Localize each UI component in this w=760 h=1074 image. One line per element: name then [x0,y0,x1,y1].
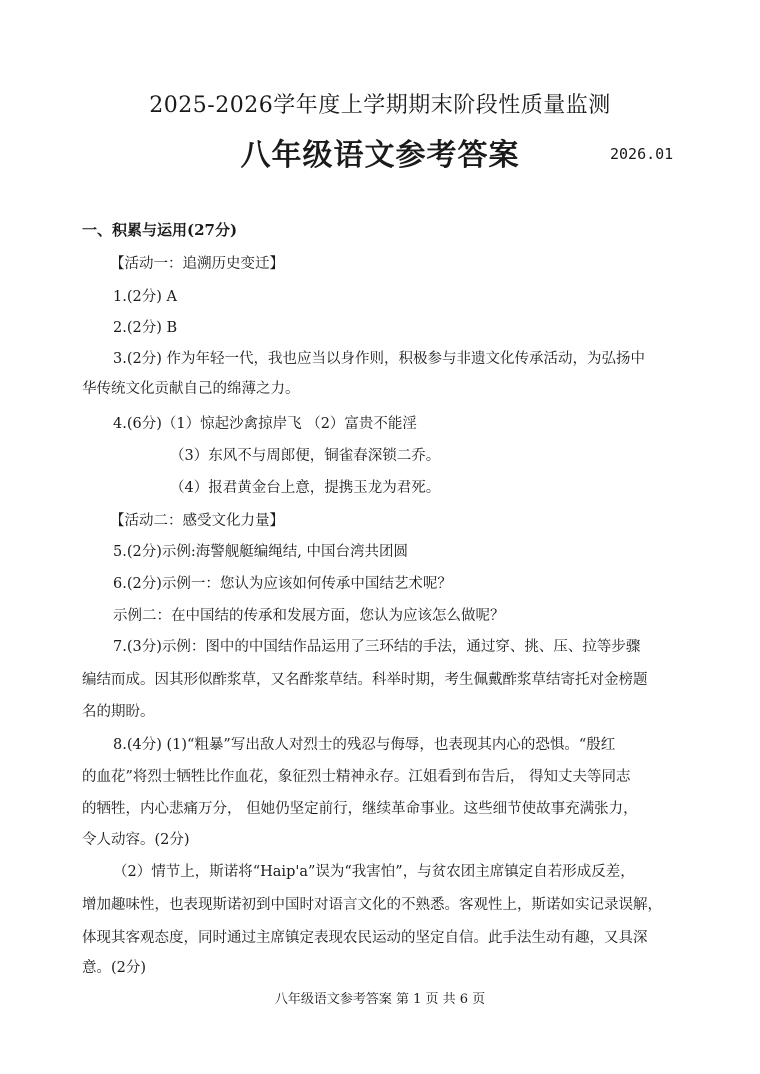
answer-q8-part2: （2）情节上，斯诺将“Haip'a”误为“我害怕”，与贫农团主席镇定自若形成反差， [113,864,635,880]
answer-q7-cont: 编结而成。因其形似酢浆草，又名酢浆草结。科举时期，考生佩戴酢浆草结寄托对金榜题 [82,672,648,688]
activity-heading: 【活动二：感受文化力量】 [110,513,284,529]
document-title: 八年级语文参考答案 [240,138,520,173]
answer-q5: 5.(2分)示例:海警舰艇编绳结, 中国台湾共团圆 [113,544,408,560]
answer-q7-cont: 名的期盼。 [82,704,155,720]
answer-q8-cont: 的血花”将烈士牺牲比作血花，象征烈士精神永存。江姐看到布告后， 得知丈夫等同志 [82,769,631,785]
answer-q1: 1.(2分) A [113,289,177,305]
answer-q2: 2.(2分) B [113,320,178,336]
answer-q6-example2: 示例二：在中国结的传承和发展方面，您认为应该怎么做呢？ [113,608,505,624]
answer-q8: 8.(4分) (1)“粗暴”写出敌人对烈士的残忍与侮辱，也表现其内心的恐惧。“殷红 [113,737,616,753]
answer-q8-cont: 的牺牲，内心悲痛万分， 但她仍坚定前行，继续革命事业。这些细节使故事充满张力， [82,801,638,817]
exam-title: 2025-2026学年度上学期期末阶段性质量监测 [149,93,611,118]
answer-q6: 6.(2分)示例一：您认为应该如何传承中国结艺术呢？ [113,576,452,592]
answer-q3: 3.(2分) 作为年轻一代，我也应当以身作则，积极参与非遗文化传承活动，为弘扬中 [113,351,645,367]
page-footer: 八年级语文参考答案 第 1 页 共 6 页 [274,992,486,1007]
activity-heading: 【活动一：追溯历史变迁】 [110,256,284,272]
answer-q4-part3: （3）东风不与周郎便，铜雀春深锁二乔。 [170,448,441,464]
answer-q8-part2-cont: 体现其客观态度，同时通过主席镇定表现农民运动的坚定自信。此手法生动有趣，又具深 [82,930,648,946]
section-heading: 一、积累与运用(27分) [82,221,238,239]
answer-q3-cont: 华传统文化贡献自己的绵薄之力。 [82,381,300,397]
answer-q8-part2-cont: 意。(2分) [82,960,147,976]
answer-q8-part2-cont: 增加趣味性，也表现斯诺初到中国时对语言文化的不熟悉。客观性上，斯诺如实记录误解， [82,897,662,913]
document-date: 2026.01 [610,145,674,163]
answer-q7: 7.(3分)示例：图中的中国结作品运用了三环结的手法，通过穿、挑、压、拉等步骤 [113,639,641,655]
answer-q4-part4: （4）报君黄金台上意，提携玉龙为君死。 [170,480,441,496]
answer-q4: 4.(6分)（1）惊起沙禽掠岸飞 （2）富贵不能淫 [113,416,417,432]
answer-q8-cont: 令人动容。(2分) [82,832,190,848]
